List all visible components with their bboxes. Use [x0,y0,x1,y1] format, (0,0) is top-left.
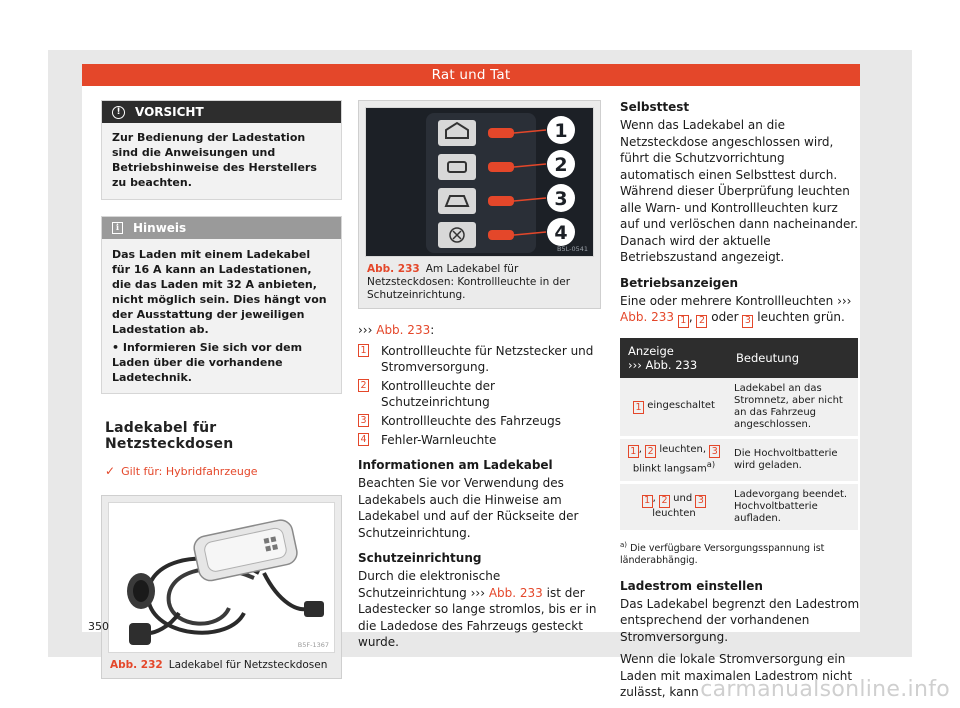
control-lights-illustration [366,108,594,257]
ref-arrows: ››› [837,293,852,308]
separator: , [638,443,642,455]
status-text [620,293,860,328]
table-row [620,482,858,531]
callout-2: 2 [554,154,568,176]
table-cell [620,378,728,438]
status-table [620,338,858,533]
exclamation-icon: ! [112,106,125,119]
current-text-1: Das Ladekabel begrenzt den Ladestrom entsprechend der vorhandenen Stromversorgung. [620,596,860,644]
number-badge: 3 [709,445,720,458]
protection-text [358,568,601,651]
selftest-heading: Selbsttest [620,100,690,114]
figure-caption [102,653,341,678]
caution-text: Zur Bedienung der Ladestation sind die Anweisungen und Betriebshinweise des Herstellers zu beachten. [112,131,317,189]
note-bullet-text: Informieren Sie sich vor dem Laden über die vorhandene Ladetechnik. [112,341,303,384]
current-text-2: Wenn die lokale Stromversorgung ein Laden mit maximalen Ladestrom nicht zulässt, kann [620,652,853,700]
number-badge: 3 [742,315,753,328]
figure-code: B5L-0541 [557,245,588,253]
figure-233 [358,100,601,309]
caution-header [102,101,341,123]
figure-link[interactable]: Abb. 233 [620,310,674,324]
cell-text: leuchten [652,507,696,519]
charging-cable-illustration [109,503,335,653]
number-badge: 2 [659,495,670,508]
list-item [358,413,601,429]
table-row [620,437,858,482]
status-text-after: leuchten grün. [757,310,845,324]
number-badge: 4 [358,433,369,446]
info-icon: i [112,222,123,234]
legend-text: Fehler-Warnleuchte [381,433,497,447]
middle-column [358,100,601,651]
caution-box [101,100,342,200]
legend-text: Kontrollleuchte der Schutzeinrichtung [381,379,495,409]
info-heading: Informationen am Ladekabel [358,458,553,472]
column-header-ref: Abb. 233 [645,357,698,372]
word-oder: oder [711,310,739,324]
figure-caption-text: Am Ladekabel für Netzsteckdosen: Kontrollleuchte in der Schutzeinrichtung. [367,263,571,301]
note-box [101,216,342,394]
right-column [620,100,860,701]
legend-text: Kontrollleuchte für Netzstecker und Stromversorgung. [381,344,594,374]
protection-device-image [365,107,594,257]
figure-code: B5F-1367 [297,641,329,649]
status-text-before: Eine oder mehrere Kontrollleuchten [620,293,834,308]
status-heading: Betriebsanzeigen [620,275,739,290]
legend-list [358,343,601,448]
ref-suffix: : [430,323,435,337]
figure-caption-text: Ladekabel für Netzsteckdosen [168,659,328,671]
number-badge: 3 [695,495,706,508]
table-row [620,378,858,438]
table-footnote [620,539,860,567]
list-item [358,343,601,375]
number-badge: 2 [358,379,369,392]
cell-text: eingeschaltet [647,399,715,411]
ref-arrows: ››› [358,323,373,337]
current-heading: Ladestrom einstellen [620,578,763,593]
cell-text: blinkt langsam [632,463,707,475]
caution-title: VORSICHT [135,105,204,119]
chapter-title: Rat und Tat [431,67,511,83]
figure-232 [101,495,342,679]
number-badge: 2 [645,445,656,458]
figure-caption [359,257,600,308]
table-cell [620,437,728,482]
applies-to [101,464,342,478]
ref-arrows: ››› [628,357,642,372]
cell-text: leuchten, [659,443,707,455]
table-header-row [620,338,858,378]
protection-text-before: Durch die elektronische Schutzeinrichtung [358,569,501,600]
number-badge: 1 [628,445,639,458]
note-header [102,217,341,239]
cell-text: und [673,493,693,505]
note-body [102,239,341,393]
protection-text-after: ist der Ladestecker so lange stromlos, bis er in die Ladedose des Fahrzeugs gesteckt wurde. [358,585,597,649]
note-title: Hinweis [133,221,187,235]
table-cell: Ladekabel an das Stromnetz, aber nicht an das Fahrzeug angeschlossen. [728,378,858,438]
figure-link[interactable]: Abb. 233 [376,323,431,337]
number-badge: 1 [678,315,689,328]
footnote-mark: a) [620,540,628,549]
legend-reference [358,323,601,337]
table-cell [620,482,728,531]
column-header-bedeutung: Bedeutung [728,338,858,378]
list-item [358,378,601,410]
number-badge: 1 [633,401,644,414]
charging-cable-image [108,502,335,653]
page-number: 350 [88,620,109,633]
number-badge: 2 [696,315,707,328]
left-column [101,100,342,679]
note-bullet: • Informieren Sie sich vor dem Laden über die vorhandene Ladetechnik. [112,341,303,384]
figure-number: Abb. 233 [367,263,420,275]
column-header-anzeige [620,338,728,378]
applies-text: Gilt für: Hybridfahrzeuge [121,464,258,478]
selftest-text: Wenn das Ladekabel an die Netzsteckdose angeschlossen wird, führt die Schutzvorrichtung automatisch einen Selbsttest durch. Während dieser Überprüfung leuchten alle Warn- und Kontrollleuchten kurz auf und verlöschen dann nacheinander. Danach wird der aktuelle Betriebszustand angezeigt. [620,118,859,264]
separator: , [652,493,656,505]
ref-arrows: ››› [470,585,485,600]
chapter-header [82,64,860,86]
figure-link[interactable]: Abb. 233 [488,585,543,600]
callout-1: 1 [554,120,568,142]
callout-4: 4 [554,222,568,244]
section-title: Ladekabel für Netzsteckdosen [105,420,234,452]
figure-number: Abb. 232 [110,659,163,671]
number-badge: 3 [358,414,369,427]
info-text: Beachten Sie vor Verwendung des Ladekabels auch die Hinweise am Ladekabel und auf der Rückseite der Schutzeinrichtung. [358,476,579,540]
list-item [358,432,601,448]
legend-text: Kontrollleuchte des Fahrzeugs [381,414,561,428]
table-cell: Die Hochvoltbatterie wird geladen. [728,437,858,482]
number-badge: 1 [642,495,653,508]
column-header-text: Anzeige [628,343,674,358]
check-icon: ✓ [105,464,116,478]
table-cell: Ladevorgang beendet. Hochvoltbatterie aufladen. [728,482,858,531]
note-text: Das Laden mit einem Ladekabel für 16 A kann an Ladestationen, die das Laden mit 32 A anbieten, nicht möglich sein. Dies hängt von der Ausstattung der jeweiligen Ladestation ab. [112,248,327,336]
footnote-mark: a) [706,459,716,470]
callout-3: 3 [554,188,568,210]
separator: , [688,310,693,324]
protection-heading: Schutzeinrichtung [358,551,482,565]
number-badge: 1 [358,344,369,357]
footnote-text: Die verfügbare Versorgungsspannung ist länderabhängig. [620,542,825,566]
watermark-text: carmanualsonline.info [700,677,950,702]
